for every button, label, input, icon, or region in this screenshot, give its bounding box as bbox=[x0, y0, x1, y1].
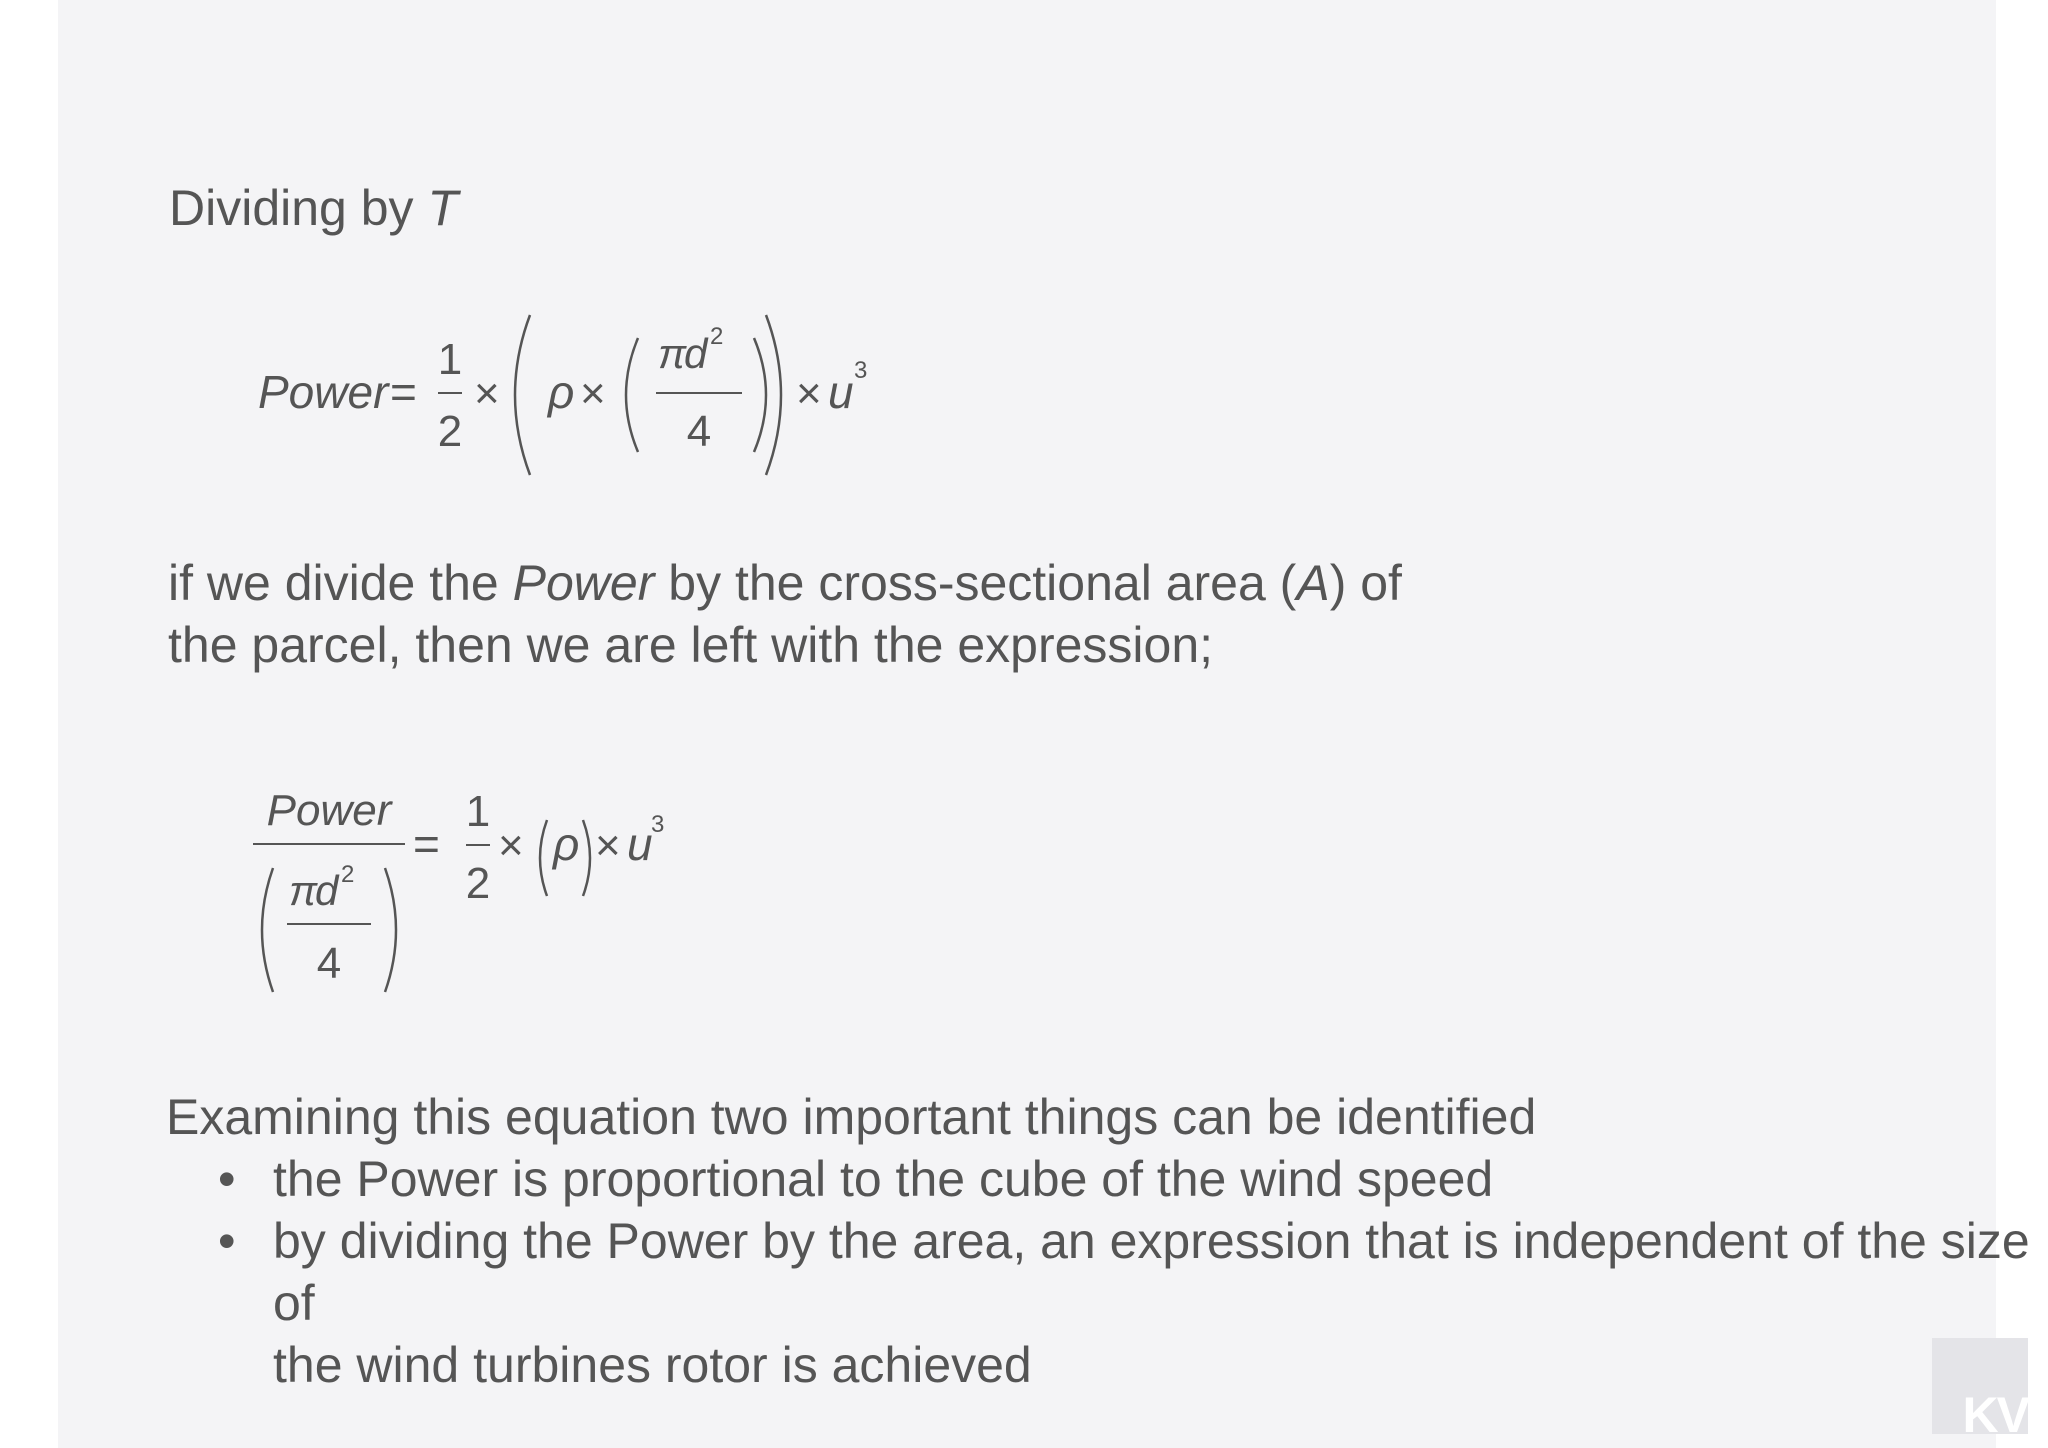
half-numerator: 1 bbox=[437, 335, 463, 384]
half-denominator: 2 bbox=[465, 859, 491, 908]
equals-sign: = bbox=[390, 366, 417, 418]
kv-logo bbox=[1932, 1338, 2028, 1443]
area-left-paren bbox=[262, 868, 273, 992]
times-sign-3: × bbox=[796, 369, 822, 418]
area-pi: π bbox=[289, 867, 318, 914]
inner-right-paren bbox=[754, 338, 766, 452]
wind-speed-u: u bbox=[828, 366, 854, 418]
outer-left-paren bbox=[515, 315, 530, 475]
inner-left-paren bbox=[626, 338, 638, 452]
logo-text: KV bbox=[1962, 1387, 2028, 1443]
para-text-1: if we divide the bbox=[168, 555, 513, 611]
area-pi: π bbox=[658, 330, 687, 377]
half-denominator: 2 bbox=[437, 407, 463, 456]
area-d: d bbox=[315, 867, 339, 914]
times-sign-2: × bbox=[580, 369, 606, 418]
cube-exponent: 3 bbox=[651, 811, 665, 838]
examining-section bbox=[166, 1086, 2048, 1396]
wind-speed-u: u bbox=[627, 818, 653, 870]
area-d: d bbox=[684, 330, 708, 377]
times-sign-1: × bbox=[498, 821, 524, 870]
para-power: Power bbox=[512, 555, 655, 611]
bullet-text-area-line2: the wind turbines rotor is achieved bbox=[273, 1337, 1032, 1393]
area-exponent: 2 bbox=[341, 861, 355, 888]
outer-right-paren bbox=[766, 315, 781, 475]
heading-variable-t: T bbox=[427, 180, 458, 236]
slide-page bbox=[58, 0, 2030, 1448]
rho-right-paren bbox=[583, 820, 590, 896]
rho-left-paren bbox=[540, 820, 547, 896]
power-equation bbox=[248, 300, 908, 490]
para-a: A bbox=[1296, 555, 1330, 611]
examining-intro: Examining this equation two important things can be identified bbox=[166, 1089, 1537, 1145]
area-denominator: 4 bbox=[686, 407, 712, 456]
area-right-paren bbox=[385, 868, 396, 992]
rho-symbol: ρ bbox=[548, 366, 575, 418]
power-label: Power bbox=[258, 366, 389, 418]
para-text-3: ) of bbox=[1329, 555, 1402, 611]
power-per-area-equation bbox=[243, 780, 723, 1020]
bullet-dot: • bbox=[218, 1151, 236, 1207]
list-item bbox=[166, 1210, 2048, 1396]
times-sign-2: × bbox=[595, 821, 621, 870]
area-exponent: 2 bbox=[710, 323, 724, 350]
rho-symbol: ρ bbox=[553, 818, 580, 870]
heading-text: Dividing by bbox=[169, 180, 428, 236]
area-denominator: 4 bbox=[316, 939, 342, 988]
para-line-2: the parcel, then we are left with the expression; bbox=[168, 617, 1214, 673]
equals-sign: = bbox=[413, 818, 440, 870]
list-item bbox=[166, 1148, 2048, 1210]
area-paragraph bbox=[168, 552, 1468, 676]
para-text-2: by the cross-sectional area ( bbox=[654, 555, 1297, 611]
bullet-text-area: by dividing the Power by the area, an expression that is independent of the size of bbox=[273, 1213, 2030, 1331]
cube-exponent: 3 bbox=[854, 357, 868, 384]
heading-dividing-by-t bbox=[169, 176, 458, 240]
numerator-power: Power bbox=[266, 786, 392, 835]
times-sign-1: × bbox=[474, 369, 500, 418]
bullet-dot: • bbox=[218, 1213, 236, 1269]
half-numerator: 1 bbox=[465, 787, 491, 836]
bullet-text-cube: the Power is proportional to the cube of the wind speed bbox=[273, 1151, 1494, 1207]
findings-list bbox=[166, 1148, 2048, 1396]
